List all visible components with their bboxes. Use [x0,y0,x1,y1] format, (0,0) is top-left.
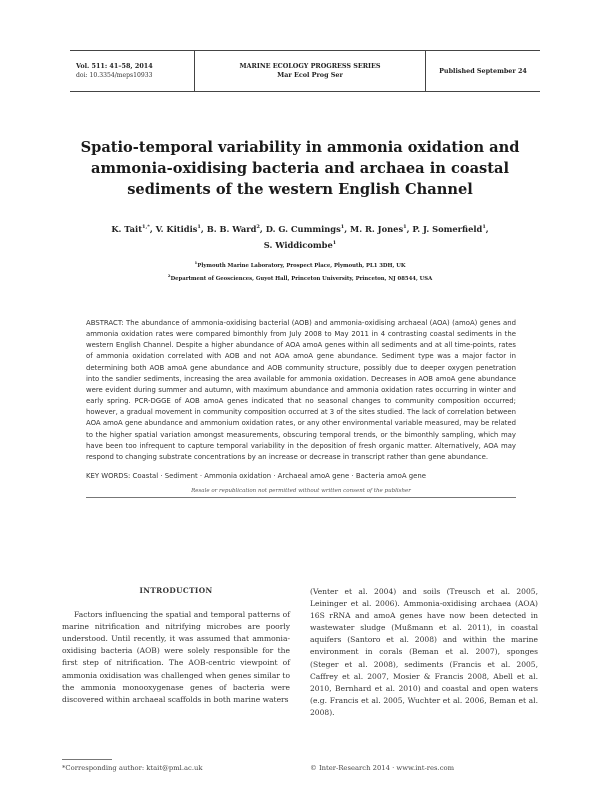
intro-left-column [62,585,290,706]
journal-abbreviation: Mar Ecol Prog Ser [277,71,343,79]
publication-date-block [426,51,540,91]
affiliation-text: Plymouth Marine Laboratory, Prospect Place, Plymouth, PL1 3DH, UK [197,262,406,269]
author-affiliation-mark: 1 [482,224,486,230]
affiliation-line [70,271,530,284]
author-name: M. R. Jones [350,223,404,234]
intro-paragraph-right: (Venter et al. 2004) and soils (Treusch et al. 2005, Leininger et al. 2006). Ammonia-oxidising archaea (AOA) 16S rRNA and amoA genes have now been detected in wastewater sludge (Mußmann et al. 2011), in coastal aquifers (Santoro et al. 2008) and within the marine environment in corals (Beman et al. 2007), sponges (Steger et al. 2008), sediments (Francis et al. 2005, Caffrey et al. 2007, Mosier & Francis 2008, Abell et al. 2010, Bernhard et al. 2010) and coastal and open waters (e.g. Francis et al. 2005, Wuchter et al. 2006, Beman et al. 2008). [310,587,538,717]
abstract-section [86,318,516,482]
rights-divider [86,497,516,498]
abstract-label: ABSTRACT: [86,319,124,327]
publication-date: Published September 24 [439,66,527,75]
volume-line: Vol. 511: 41–58, 2014 [76,62,153,70]
affiliation-list [70,258,530,284]
author-name: P. J. Somerfield [412,223,483,234]
journal-name: MARINE ECOLOGY PROGRESS SERIES [239,62,381,70]
author-affiliation-mark: 1,* [142,224,150,230]
author-name: D. G. Cummings [265,223,341,234]
author-list: K. Tait$^{1,*}$, V. Kitidis$^1$, B. B. Ward$^2$, D. G. Cummings$^1$, M. R. Jones$^1$, P. J. Somerfield$^1$, S. Widdicombe$^1$ [111,223,489,250]
keywords-paragraph [86,471,516,482]
doi-line: doi: 10.3354/meps10933 [76,72,153,79]
volume-info [70,51,195,91]
copyright-notice: © Inter-Research 2014 · www.int-res.com [310,764,455,772]
intro-paragraph-left: Factors influencing the spatial and temporal patterns of marine nitrification and nitrifying microbes are poorly understood. Until recently, it was assumed that ammonia-oxidising bacteria (AOB) were solely responsible for the first step of nitrification. The AOB-centric viewpoint of ammonia oxidisation was challenged when genes similar to the ammonia monooxygenase genes of bacteria were discovered within archaeal scaffolds in both marine waters [62,610,290,704]
author-affiliation-mark: 1 [403,224,407,230]
author-affiliation-mark: 1 [197,224,201,230]
paper-title: Spatio-temporal variability in ammonia oxidation and ammonia-oxidising bacteria and archaea in coastal sediments of the western English Channel [80,139,520,198]
author-name: S. Widdicombe [263,239,333,250]
intro-right-column [310,586,538,719]
author-affiliation-mark: 1 [340,224,345,230]
author-name: K. Tait [111,223,143,234]
corresponding-author-note: *Corresponding author: ktait@pml.ac.uk [62,764,203,772]
abstract-text: The abundance of ammonia-oxidising bacterial (AOB) and ammonia-oxidising archaeal (AOA) (amoA) genes and ammonia oxidation rates were compared bimonthly from July 2008 to May 2011 in 4 contrasting coastal sediments in the western English Channel. Despite a higher abundance of AOA amoA genes within all sediments and at all time-points, rates of ammonia oxidation correlated with AOB and not AOA amoA gene abundance. Sediment type was a major factor in determining both AOB amoA gene abundance and AOB community structure, possibly due to deeper oxygen penetration into the sandier sediments, increasing the area available for ammonia oxidation. Decreases in AOB amoA gene abundance were evident during summer and autumn, with maximum abundance and ammonia oxidation rates occurring in winter and early spring. PCR-DGGE of AOB amoA genes indicated that no seasonal changes to community composition occurred; however, a gradual movement in community composition occurred at 3 of the sites studied. The lack of correlation between AOA amoA gene abundance and ammonium oxidation rates, or any other environmental variable measured, may be related to the higher spatial variation amongst measurements, obscuring temporal trends, or the bimonthly sampling, which may have been too infrequent to capture temporal variability in the deposition of fresh organic matter. Alternatively, AOA may respond to changing substrate concentrations by an increase or decrease in transcript rather than gene abundance. [86,319,516,461]
author-affiliation-mark: 1 [332,239,337,246]
journal-header [70,50,540,92]
affiliation-mark: 2 [167,272,171,278]
author-affiliation-mark: 2 [256,224,260,230]
affiliation-mark: 1 [194,260,198,265]
introduction-heading: INTRODUCTION [139,586,213,595]
affiliation-line [70,258,530,271]
affiliation-text: Department of Geosciences, Guyot Hall, Princeton University, Princeton, NJ 08544, USA [170,275,433,282]
journal-name-block [195,51,426,91]
author-name: V. Kitidis [155,223,198,234]
rights-notice: Resale or republication not permitted without written consent of the publisher [191,488,411,494]
author-name: B. B. Ward [206,223,257,234]
keywords-label: KEY WORDS: [86,472,131,481]
keywords-text: Coastal · Sediment · Ammonia oxidation · Archaeal amoA gene · Bacteria amoA gene [132,472,426,481]
abstract-paragraph [86,318,516,463]
footnote-divider [62,759,112,760]
